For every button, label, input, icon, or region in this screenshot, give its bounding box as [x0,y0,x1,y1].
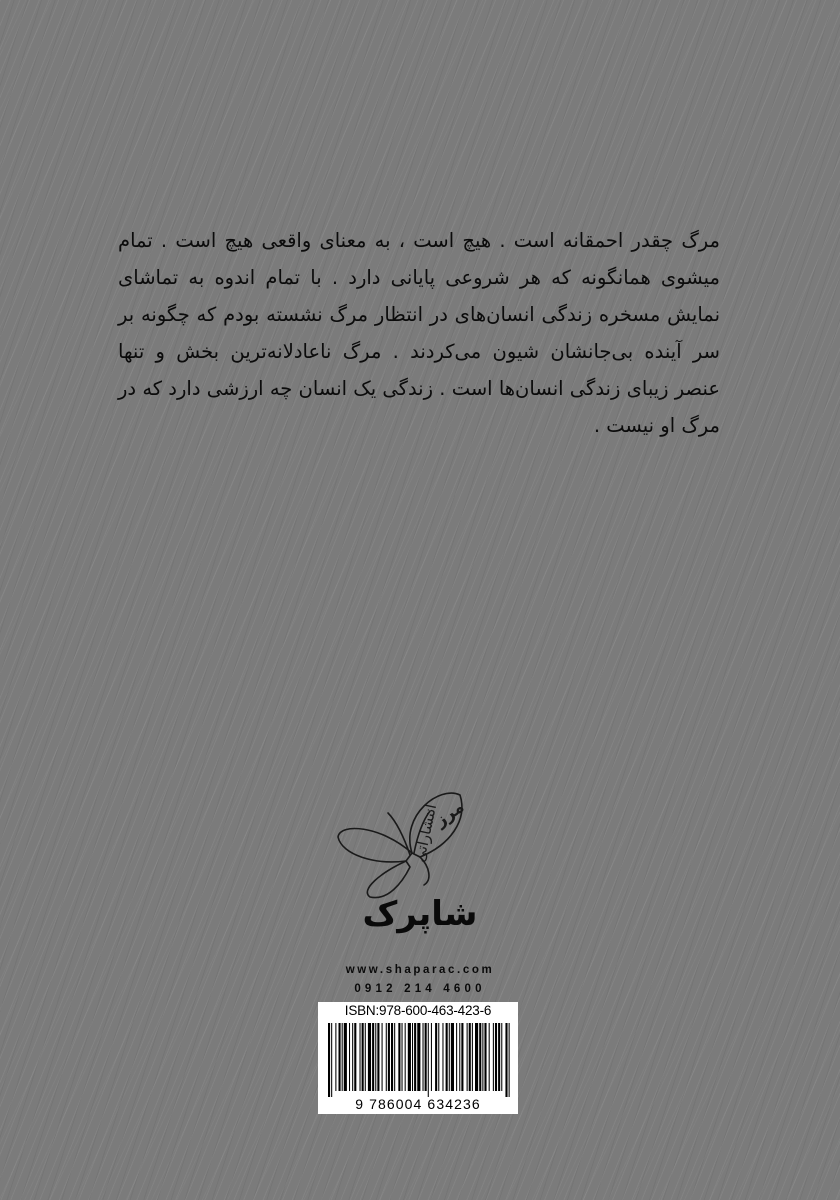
barcode-bar [467,1023,468,1091]
barcode-bar [438,1023,439,1091]
logo-text-top: مرز [431,796,469,832]
barcode-bar [352,1023,353,1091]
barcode-bar [412,1023,413,1091]
barcode-bar [459,1023,460,1091]
barcode-bar [475,1023,478,1091]
barcode-bar [414,1023,416,1091]
barcode-bar [469,1023,471,1091]
barcode-bar [398,1023,400,1091]
barcode-bar [498,1023,500,1091]
barcode-bar [331,1023,332,1097]
logo-text-bottom: انتشاراتی [410,802,441,864]
barcode-bar [489,1023,490,1091]
barcode-bar [339,1023,341,1091]
barcode-bar [354,1023,356,1091]
barcode-bar [435,1023,437,1091]
barcode-bar [375,1023,376,1091]
barcode-bar [493,1023,494,1091]
barcode-bar [405,1023,406,1091]
barcode-bar [423,1023,424,1091]
barcode-bar [451,1023,454,1091]
barcode-bar [428,1023,429,1097]
barcode-bar [431,1023,432,1091]
barcode-digits: 9 786004 634236 [355,1096,481,1112]
barcode-bar [342,1023,343,1091]
barcode [318,1002,518,1114]
barcode-bar [391,1023,393,1091]
barcode-bar [425,1023,427,1091]
barcode-bar [344,1023,347,1091]
barcode-bar [386,1023,387,1091]
barcode-bar [461,1023,463,1091]
barcode-bar [335,1023,336,1091]
barcode-bar [388,1023,390,1091]
publisher-logo [320,775,520,935]
barcode-bar [368,1023,371,1091]
barcode-bar [382,1023,383,1091]
barcode-bar [362,1023,364,1091]
barcode-bar [394,1023,395,1091]
barcode-bar [402,1023,403,1091]
barcode-bars [328,1023,510,1097]
barcode-bar [442,1023,443,1091]
barcode-bar [360,1023,361,1091]
barcode-bar [328,1023,330,1097]
barcode-bar [456,1023,457,1091]
barcode-bar [495,1023,497,1091]
barcode-bar [479,1023,481,1091]
barcode-bar [482,1023,483,1091]
barcode-bar [372,1023,374,1091]
barcode-bar [501,1023,502,1091]
barcode-bar [377,1023,379,1091]
publisher-website: www.shaparac.com [345,964,495,976]
publisher-phone: 0912 214 4600 [354,983,486,995]
barcode-bar [365,1023,366,1091]
barcode-bar [417,1023,420,1091]
barcode-bar [408,1023,411,1091]
barcode-bar [349,1023,350,1091]
barcode-bar [446,1023,448,1091]
barcode-bar [449,1023,450,1091]
blurb-text: مرگ چقدر احمقانه است . هیچ است ، به معنای واقعی هیچ است . تمام میشوی همانگونه که هر شروعی پایانی دارد . با تمام اندوه به تماشای نمایش مسخره زندگی انسان‌های در انتظار مرگ نشسته بودم که چگونه بر سر آینده بی‌جانشان شیون می‌کردند . مرگ ناعادلانه‌ترین بخش و تنها عنصر زیبای زندگی انسان‌ها است . زندگی یک انسان چه ارزشی دارد که در مرگ او نیست . [118,229,720,437]
barcode-bar [472,1023,473,1091]
isbn-label: ISBN:978-600-463-423-6 [344,1003,492,1018]
barcode-bar [509,1023,510,1097]
barcode-bar [505,1023,507,1097]
logo-wordmark: شاپرک [362,894,478,934]
barcode-bar [484,1023,486,1091]
